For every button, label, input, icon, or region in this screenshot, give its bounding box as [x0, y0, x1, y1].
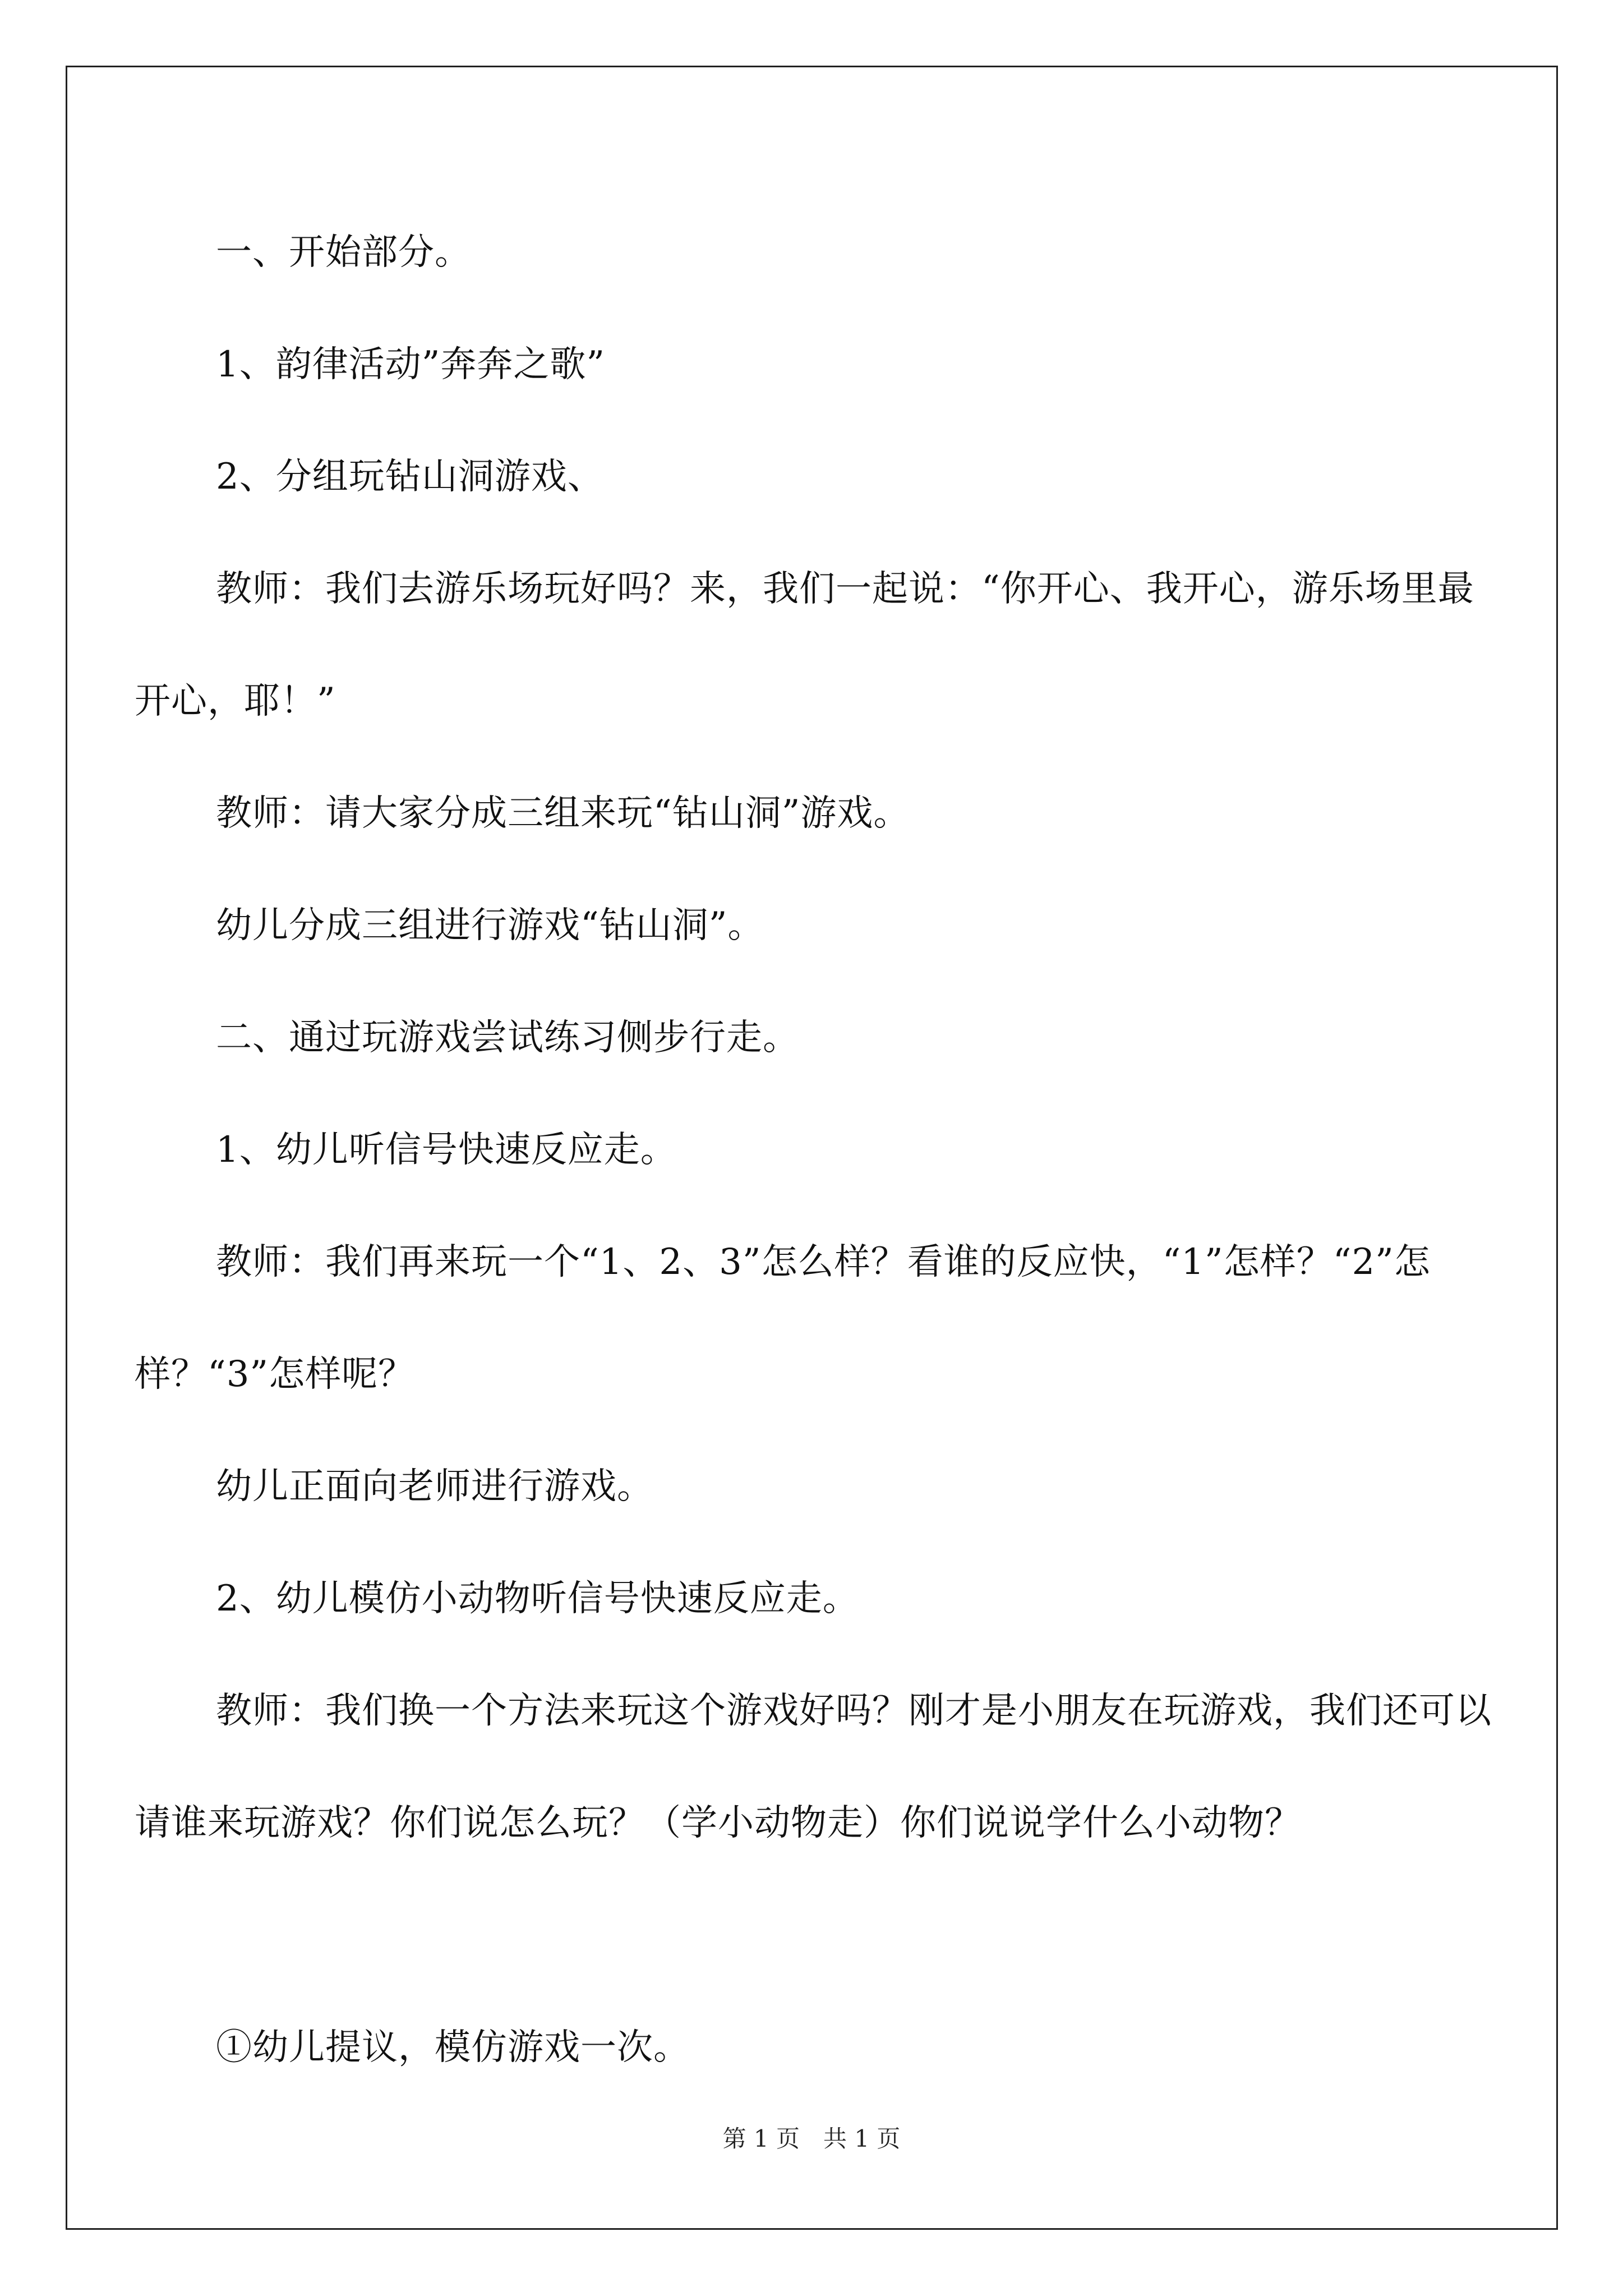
- paragraph: 1、韵律活动”奔奔之歌”: [216, 344, 606, 385]
- paragraph: 二、通过玩游戏尝试练习侧步行走。: [216, 1017, 799, 1059]
- paragraph: 幼儿分成三组进行游戏“钻山洞”。: [216, 905, 764, 946]
- paragraph: 教师：请大家分成三组来玩“钻山洞”游戏。: [216, 793, 910, 834]
- paragraph: 一、开始部分。: [216, 232, 471, 273]
- paragraph: 2、幼儿模仿小动物听信号快速反应走。: [216, 1578, 859, 1619]
- paragraph: 教师：我们换一个方法来玩这个游戏好吗？刚才是小朋友在玩游戏，我们还可以请谁来玩游戏？你们说怎么玩？（学小动物走）你们说说学什么小动物？: [135, 1690, 1492, 1844]
- paragraph: 教师：我们去游乐场玩好吗？来，我们一起说：“你开心、我开心，游乐场里最开心，耶！”: [135, 568, 1474, 722]
- paragraph: 教师：我们再来玩一个“1、2、3”怎么样？看谁的反应快，“1”怎样？“2”怎样？“3”怎样呢？: [135, 1241, 1431, 1395]
- paragraph: 1、幼儿听信号快速反应走。: [216, 1129, 677, 1171]
- paragraph: 2、分组玩钻山洞游戏、: [216, 456, 604, 498]
- page-number-footer: 第 1 页 共 1 页: [722, 2125, 901, 2152]
- paragraph: ①幼儿提议，模仿游戏一次。: [216, 2027, 690, 2068]
- paragraph: 幼儿正面向老师进行游戏。: [216, 1466, 653, 1507]
